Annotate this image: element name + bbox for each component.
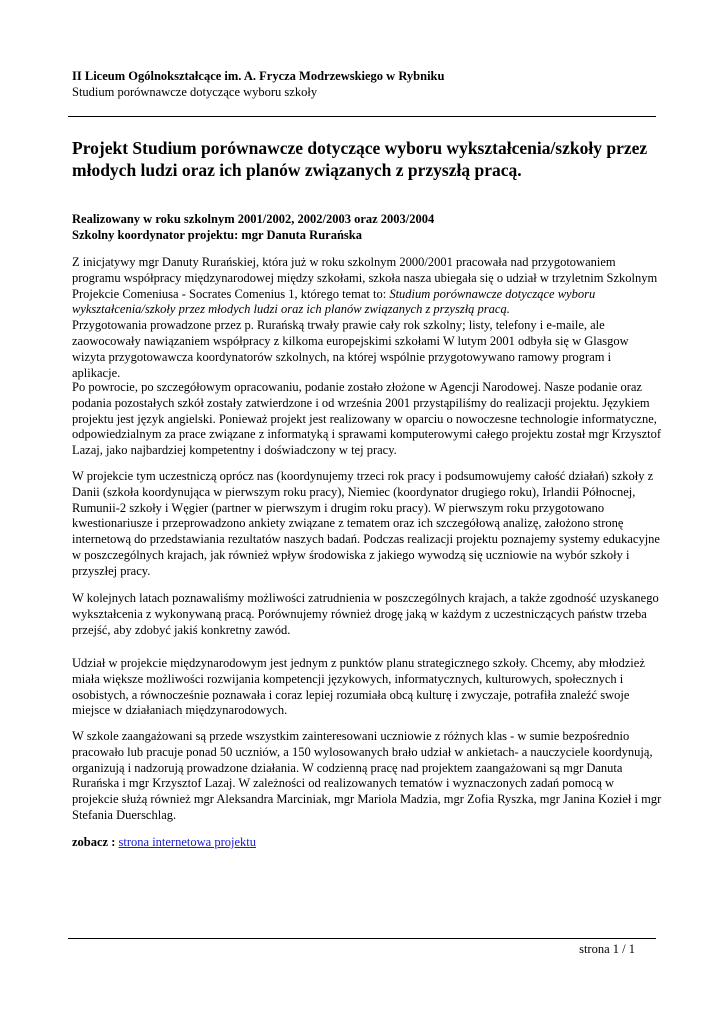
paragraph-preparation: Przygotowania prowadzone przez p. Rurańską trwały prawie cały rok szkolny; listy, telefony i e-maile, ale zaowocowały nawiązaniem współpracy z kilkoma europejskimi szkołami W lutym 2001 odbyła się w Glasgow wizyta przygotowawcza koordynatorów szkolnych, na której wspólnie przygotowywano ramowy program i aplikacje. (72, 318, 629, 380)
project-website-link[interactable]: strona internetowa projektu (118, 835, 256, 849)
paragraph-application: Po powrocie, po szczegółowym opracowaniu, podanie zostało złożone w Agencji Narodowej. Nasze podanie oraz podania pozostałych szkół zostały zatwierdzone i od września 2001 przystąpiliśmy do realizacji projektu. Językiem projektu jest język angielski. Ponieważ projekt jest realizowany w oparciu o nowoczesne technologie informatyczne, odpowiedzialnym za prace związane z informatyką i sprawami komputerowymi całego projektu został mgr Krzysztof Lazaj, jako najbardziej kompetentny i doświadczony w tej pracy. (72, 380, 662, 458)
paragraph-strategy: Udział w projekcie międzynarodowym jest jednym z punktów planu strategicznego szkoły. Chcemy, aby młodzież miała większe możliwości rozwijania kompetencji językowych, informatycznych, kulturowych, społecznych i osobistych, a równocześnie poznawała i coraz lepiej rozumiała obcą kulturę i zwyczaje, potrafiła znaleźć swoje miejsce w działaniach międzynarodowych. (72, 656, 645, 718)
footer-divider (68, 938, 656, 939)
paragraph-intro-topic: Studium porównawcze dotyczące wyboru wykształcenia/szkoły przez młodych ludzi oraz ich planów związanych z przyszłą pracą. (72, 286, 596, 317)
project-coordinator: Szkolny koordynator projektu: mgr Danuta Rurańska (72, 228, 362, 242)
paragraph-participants: W szkole zaangażowani są przede wszystkim zainteresowani uczniowie z różnych klas - w sumie bezpośrednio pracowało lub pracuje ponad 50 uczniów, a 150 wylosowanych brało udział w ankietach- a nauczyciele koordynują, organizują i nadzorują prowadzone działania. W codzienną pracę nad projektem zaangażowani są mgr Danuta Rurańska i mgr Krzysztof Lazaj. W zależności od realizowanych tematów i wyznaczonych zadań pomocą w projekcie służą również mgr Aleksandra Marciniak, mgr Mariola Madzia, mgr Zofia Ryszka, mgr Janina Kozieł i mgr Stefania Duerschlag. (72, 729, 662, 822)
header-divider (68, 116, 656, 117)
paragraph-partners: W projekcie tym uczestniczą oprócz nas (koordynujemy trzeci rok pracy i podsumowujemy całość działań) szkoły z Danii (szkoła koordynująca w pierwszym roku pracy), Niemiec (koordynator drugiego roku), Irlandii Północnej, Rumunii-2 szkoły i Węgier (partner w pierwszym i drugim roku pracy). W pierwszym roku przygotowano kwestionariusze i przeprowadzono ankiety związane z tematem oraz ich szczegółową analizę, założono stronę internetową do przedstawiania rezultatów naszych badań. Podczas realizacji projektu poznajemy systemy edukacyjne w poszczególnych krajach, jak również wpływ środowiska z jakiego wywodzą się uczniowie na wybór szkoły i przyszłej pracy. (72, 469, 660, 578)
paragraph-employment: W kolejnych latach poznawaliśmy możliwości zatrudnienia w poszczególnych krajach, a także zgodność uzyskanego wykształcenia z wykonywaną pracą. Porównujemy również drogę jaką w każdym z uczestniczących państw trzeba przejść, aby zdobyć jakiś konkretny zawód. (72, 591, 659, 637)
see-also (72, 835, 662, 851)
paragraph-intro (72, 255, 662, 381)
paragraph-intro-text: Z inicjatywy mgr Danuty Rurańskiej, która już w roku szkolnym 2000/2001 pracowała nad przygotowaniem programu współpracy międzynarodowej między szkołami, szkoła nasza ubiegała się o udział w trzyletnim Szkolnym Projekcie Comeniusa - Socrates Comenius 1, którego temat to: (72, 255, 658, 301)
see-also-label: zobacz : (72, 835, 116, 849)
header-school-name: II Liceum Ogólnokształcące im. A. Frycza Modrzewskiego w Rybniku (72, 69, 445, 83)
page-title: Projekt Studium porównawcze dotyczące wyboru wykształcenia/szkoły przez młodych ludzi oraz ich planów związanych z przyszłą pracą. (72, 138, 648, 180)
project-years: Realizowany w roku szkolnym 2001/2002, 2002/2003 oraz 2003/2004 (72, 212, 435, 226)
page-number: strona 1 / 1 (579, 942, 635, 956)
header-subtitle: Studium porównawcze dotyczące wyboru szkoły (72, 85, 318, 99)
